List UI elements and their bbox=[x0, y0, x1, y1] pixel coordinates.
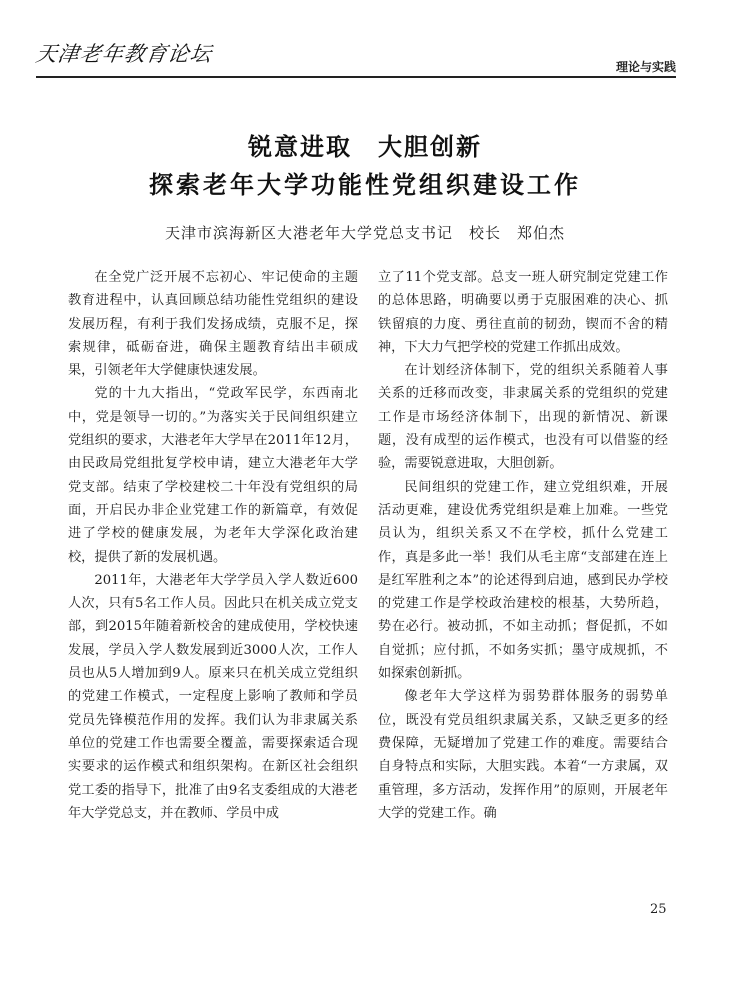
paragraph: 像老年大学这样为弱势群体服务的弱势单位，既没有党员组织隶属关系，又缺乏更多的经费保障，无疑增加了党建工作的难度。需要结合自身特点和实际，大胆实践。本着“一方隶属，双重管理，多方活动，发挥作用”的原则，开展老年大学的党建工作。确 bbox=[378, 689, 668, 821]
journal-header bbox=[36, 38, 676, 78]
header-divider bbox=[36, 76, 676, 78]
journal-logo: 天津老年教育论坛 bbox=[34, 42, 214, 66]
paragraph: 在全党广泛开展不忘初心、牢记使命的主题教育进程中，认真回顾总结功能性党组织的建设发展历程，有利于我们发扬成绩，克服不足，探索规律，砥砺奋进，确保主题教育结出丰硕成果，引领老年大学健康快速发展。 bbox=[68, 270, 358, 379]
paragraph: 2011年，大港老年大学学员入学人数近600人次，只有5名工作人员。因此只在机关成立党支部，到2015年随着新校舍的建成使用，学校快速发展，学员入学人数发展到近3000人次，工作人员也从5人增加到9人。原来只在机关成立党组织的党建工作模式，一定程度上影响了教师和学员党员先锋模范作用的发挥。我们认为非隶属关系单位的党建工作也需要全覆盖，需要探索适合现实要求的运作模式和组织架构。在新区社会组织党工委的指导下，批准了由9名支委组成的大港老年大学党总支，并在教师、学员中成 bbox=[68, 572, 358, 821]
left-column bbox=[68, 266, 358, 825]
title-line-2: 探索老年大学功能性党组织建设工作 bbox=[149, 171, 581, 199]
paragraph-continuation: 立了11个党支部。总支一班人研究制定党建工作的总体思路，明确要以勇于克服困难的决心、抓铁留痕的力度、勇往直前的韧劲，锲而不舍的精神，下大力气把学校的党建工作抓出成效。 bbox=[378, 270, 668, 355]
paragraph: 党的十九大指出，“党政军民学，东西南北中，党是领导一切的。”为落实关于民间组织建立党组织的要求，大港老年大学早在2011年12月，由民政局党组批复学校申请，建立大港老年大学党支部。结束了学校建校二十年没有党组织的局面，开启民办非企业党建工作的新篇章，有效促进了学校的健康发展，为老年大学深化政治建校，提供了新的发展机遇。 bbox=[68, 386, 358, 565]
title-line-1: 锐意进取 大胆创新 bbox=[248, 133, 482, 161]
section-label: 理论与实践 bbox=[615, 60, 676, 74]
page-number: 25 bbox=[650, 902, 667, 917]
article-title bbox=[0, 128, 730, 204]
paragraph: 民间组织的党建工作，建立党组织难，开展活动更难，建设优秀党组织是难上加难。一些党员认为，组织关系又不在学校，抓什么党建工作，真是多此一举！我们从毛主席“支部建在连上是红军胜利之本”的论述得到启迪，感到民办学校的党建工作是学校政治建校的根基，大势所趋，势在必行。被动抓，不如主动抓；督促抓，不如自觉抓；应付抓，不如务实抓；墨守成规抓，不如探索创新抓。 bbox=[378, 479, 668, 682]
paragraph: 在计划经济体制下，党的组织关系随着人事关系的迁移而改变，非隶属关系的党组织的党建工作是市场经济体制下，出现的新情况、新课题，没有成型的运作模式，也没有可以借鉴的经验，需要锐意进取，大胆创新。 bbox=[378, 363, 668, 472]
right-column bbox=[378, 266, 668, 825]
author-byline: 天津市滨海新区大港老年大学党总支书记 校长 郑伯杰 bbox=[164, 224, 565, 242]
